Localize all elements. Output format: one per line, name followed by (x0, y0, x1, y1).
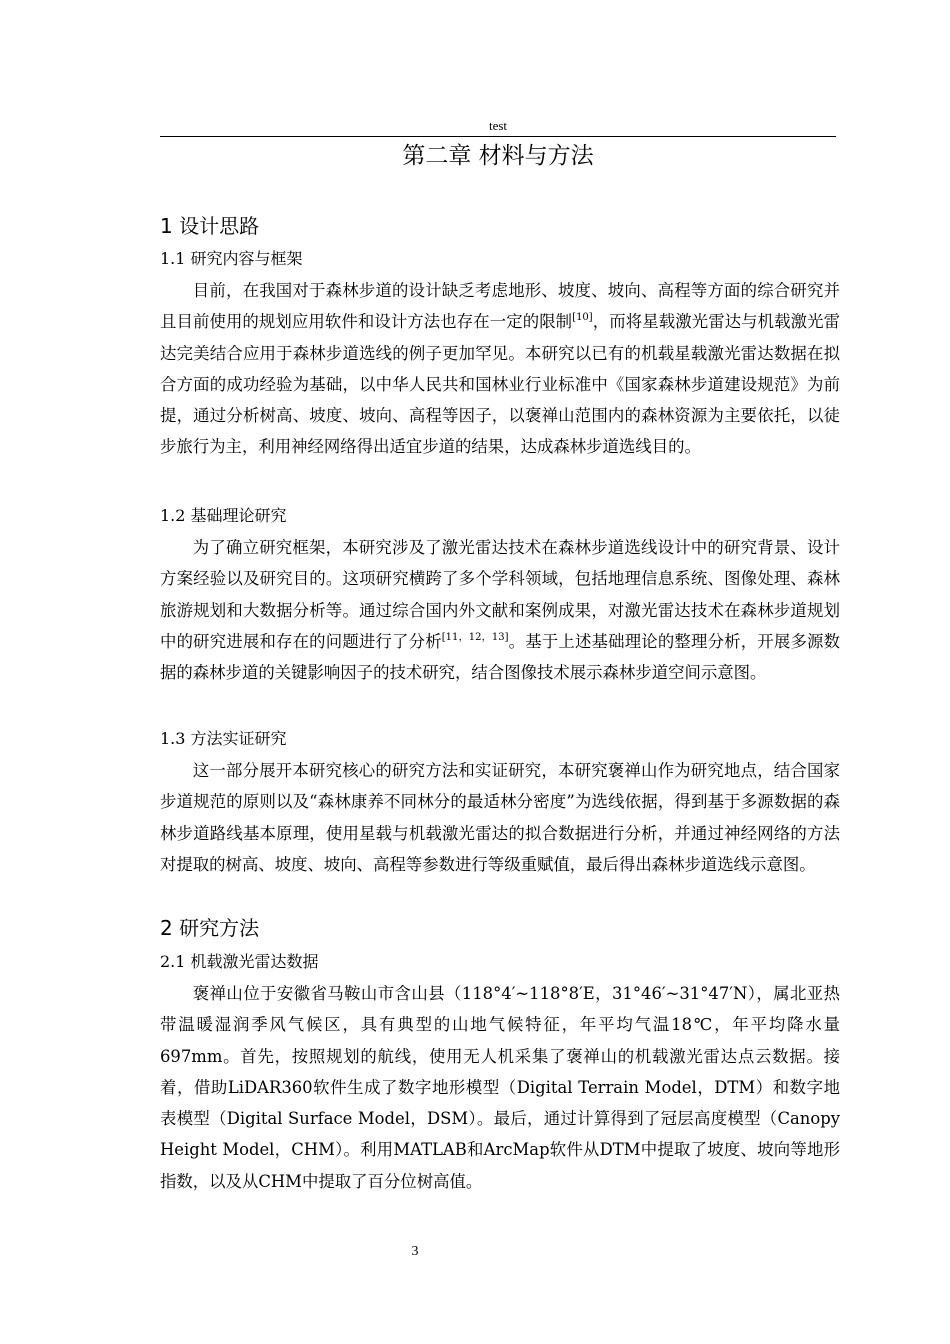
section-1-1-text-b: ，而将星载激光雷达与机载激光雷达完美结合应用于森林步道选线的例子更加罕见。本研究以已有的机载星载激光雷达数据在拟合方面的成功经验为基础，以中华人民共和国林业行业标准中《国家森林步道建设规范》为前提，通过分析树高、坡度、坡向、高程等因子，以褒禅山范围内的森林资源为主要依托，以徒步旅行为主，利用神经网络得出适宜步道的结果，达成森林步道选线目的。 (160, 312, 841, 457)
section-1-3-paragraph: 这一部分展开本研究核心的研究方法和实证研究，本研究褒禅山作为研究地点，结合国家步道规范的原则以及“森林康养不同林分的最适林分密度”为选线依据，得到基于多源数据的森林步道路线基本原理，使用星载与机载激光雷达的拟合数据进行分析，并通过神经网络的方法对提取的树高、坡度、坡向、高程等参数进行等级重赋值，最后得出森林步道选线示意图。 (160, 761, 840, 874)
section-1-2-title: 1.2 基础理论研究 (160, 506, 287, 525)
section-2-title: 2 研究方法 (160, 916, 260, 940)
section-1-2-text-b: 。基于上述基础理论的整理分析，开展多源数据的森林步道的关键影响因子的技术研究，结合图像技术展示森林步道空间示意图。 (160, 631, 841, 683)
section-1-2-text-a: 为了确立研究框架，本研究涉及了激光雷达技术在森林步道选线设计中的研究背景、设计方案经验以及研究目的。这项研究横跨了多个学科领域，包括地理信息系统、图像处理、森林旅游规划和大数据分析等。通过综合国内外文献和案例成果，对激光雷达技术在森林步道规划中的研究进展和存在的问题进行了分析 (160, 538, 840, 651)
section-1-title: 1 设计思路 (160, 214, 260, 238)
section-1-1-text-a: 目前，在我国对于森林步道的设计缺乏考虑地形、坡度、坡向、高程等方面的综合研究并且目前使用的规划应用软件和设计方法也存在一定的限制 (160, 281, 840, 332)
section-2-1-title: 2.1 机载激光雷达数据 (160, 952, 319, 971)
section-2-1-paragraph: 褒禅山位于安徽省马鞍山市含山县（118°4′~118°8′E，31°46′~31°47′N），属北亚热带温暖湿润季风气候区，具有典型的山地气候特征，年平均气温18℃，年平均降水量697mm。首先，按照规划的航线，使用无人机采集了褒禅山的机载激光雷达点云数据。接着，借助LiDAR360软件生成了数字地形模型（Digital Terrain Model，DTM）和数字地表模型（Digital Surface Model，DSM）。最后，通过计算得到了冠层高度模型（Canopy Height Model，CHM）。利用MATLAB和ArcMap软件从DTM中提取了坡度、坡向等地形指数，以及从CHM中提取了百分位树高值。 (160, 984, 840, 1191)
section-1-1-paragraph (160, 275, 840, 463)
section-1-3-title: 1.3 方法实证研究 (160, 729, 287, 748)
section-1-2-paragraph (160, 532, 840, 688)
chapter-title: 第二章 材料与方法 (402, 143, 594, 169)
header-rule (160, 136, 836, 137)
citation-11-13: [11，12，13] (441, 631, 509, 643)
section-1-1-title: 1.1 研究内容与框架 (160, 249, 303, 268)
page-header: test (488, 118, 508, 133)
page-number: 3 (411, 1244, 419, 1259)
citation-10: [10] (572, 312, 593, 324)
